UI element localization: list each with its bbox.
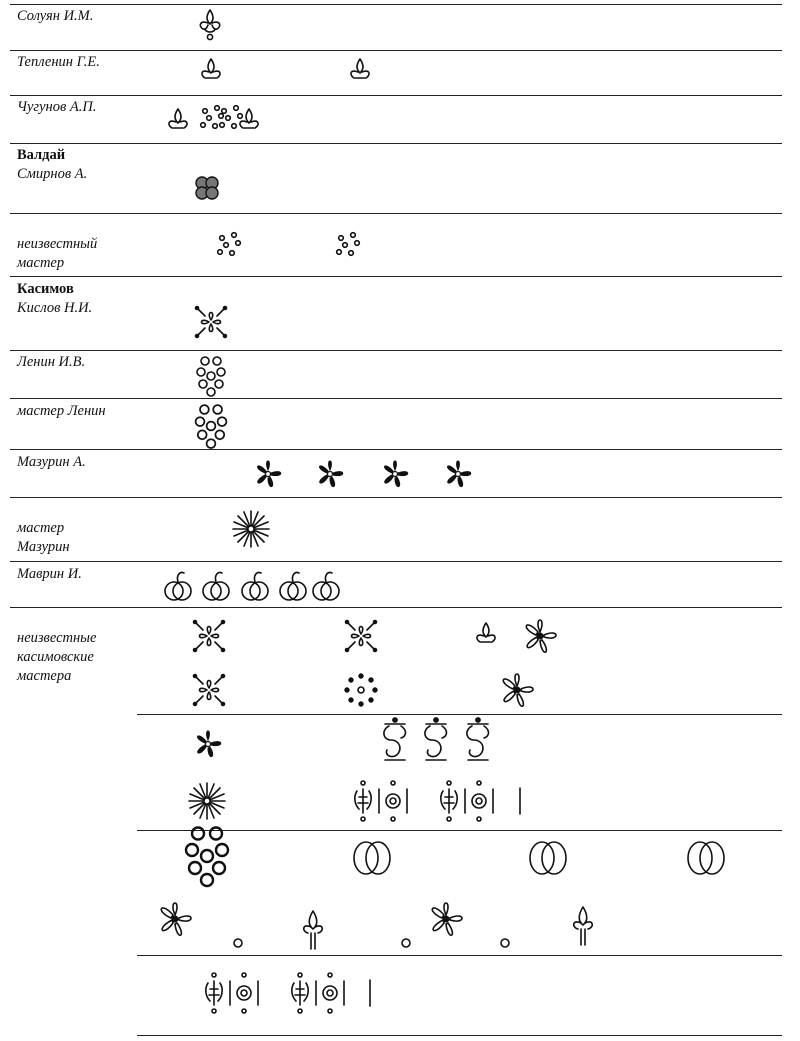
master-name: мастер Мазурин [17, 520, 70, 555]
master-name: Ленин И.В. [17, 354, 86, 370]
master-name: Тепленин Г.Е. [17, 54, 100, 70]
master-name: Маврин И. [17, 566, 82, 582]
master-name: Мазурин А. [17, 454, 86, 470]
master-name: Чугунов А.П. [17, 99, 97, 115]
region-heading: Касимов [17, 281, 74, 297]
master-name: мастер Ленин [17, 403, 106, 419]
master-name: Кислов Н.И. [17, 300, 93, 316]
master-name: неизвестные касимовские мастера [17, 630, 97, 684]
master-name: Солуян И.М. [17, 8, 94, 24]
master-name: неизвестный мастер [17, 236, 98, 271]
master-name: Смирнов А. [17, 166, 88, 182]
region-heading: Валдай [17, 147, 66, 163]
